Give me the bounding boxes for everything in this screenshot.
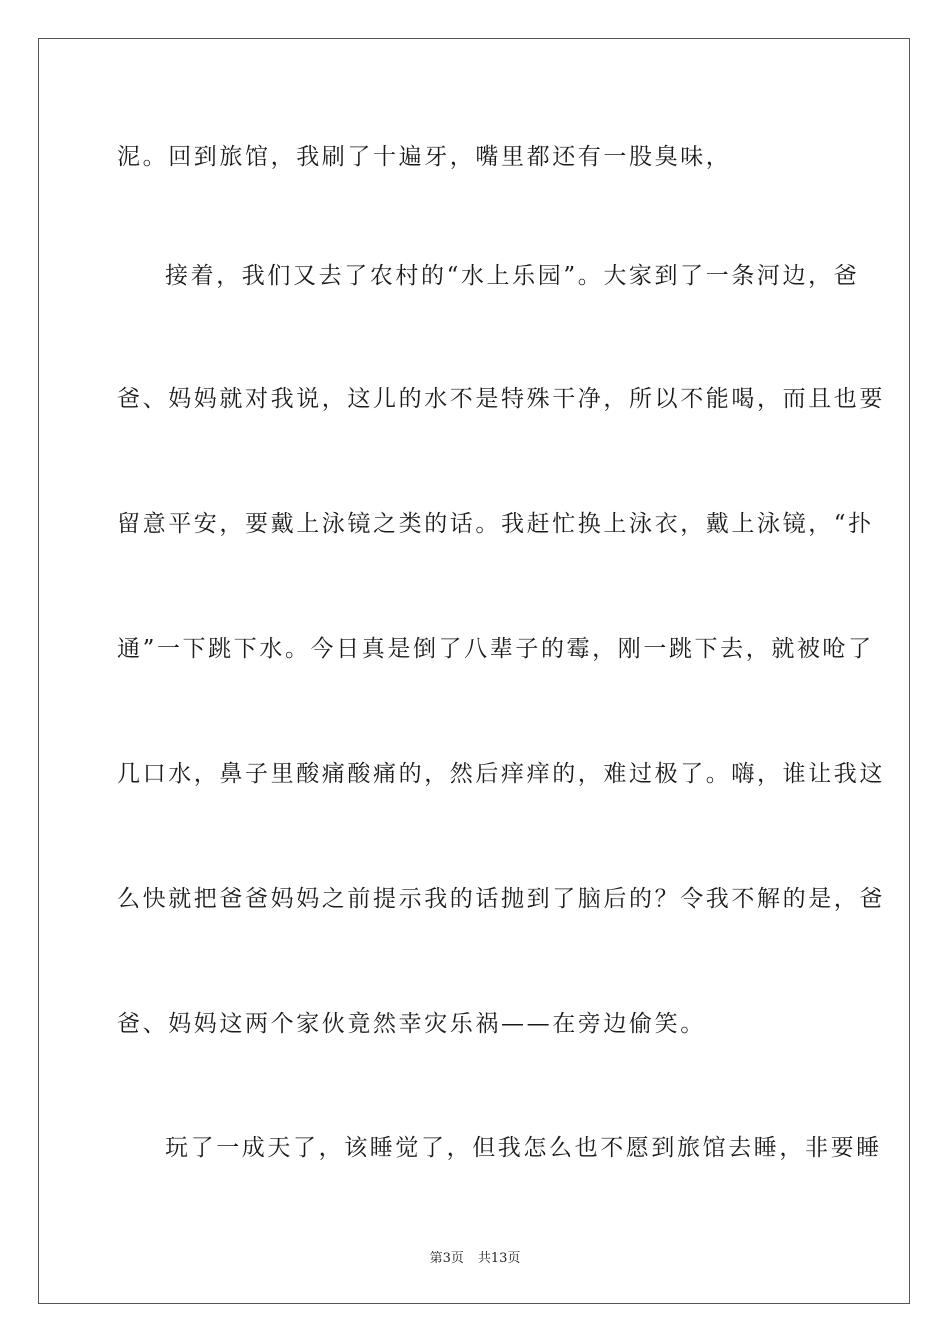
page-border: [38, 38, 910, 1304]
text-line-1: 泥。回到旅馆，我刷了十遍牙，嘴里都还有一股臭味，: [117, 144, 732, 170]
page-number: 第3页: [429, 1251, 464, 1266]
text-line-6: 几口水，鼻子里酸痛酸痛的，然后痒痒的，难过极了。嗨，谁让我这: [117, 761, 885, 787]
page-footer: [0, 1247, 950, 1266]
text-line-9: 玩了一成天了，该睡觉了，但我怎么也不愿到旅馆去睡，非要睡: [165, 1135, 882, 1161]
text-line-7: 么快就把爸爸妈妈之前提示我的话抛到了脑后的？令我不解的是，爸: [117, 886, 885, 912]
text-line-3: 爸、妈妈就对我说，这儿的水不是特殊干净，所以不能喝，而且也要: [117, 386, 885, 412]
text-line-2: 接着，我们又去了农村的“水上乐园”。大家到了一条河边，爸: [165, 263, 860, 289]
page-total: 共13页: [477, 1251, 521, 1266]
text-line-5: 通”一下跳下水。今日真是倒了八辈子的霉，刚一跳下去，就被呛了: [117, 636, 874, 662]
text-line-8: 爸、妈妈这两个家伙竟然幸灾乐祸——在旁边偷笑。: [117, 1011, 706, 1037]
text-line-4: 留意平安，要戴上泳镜之类的话。我赶忙换上泳衣，戴上泳镜，“扑: [117, 511, 874, 537]
